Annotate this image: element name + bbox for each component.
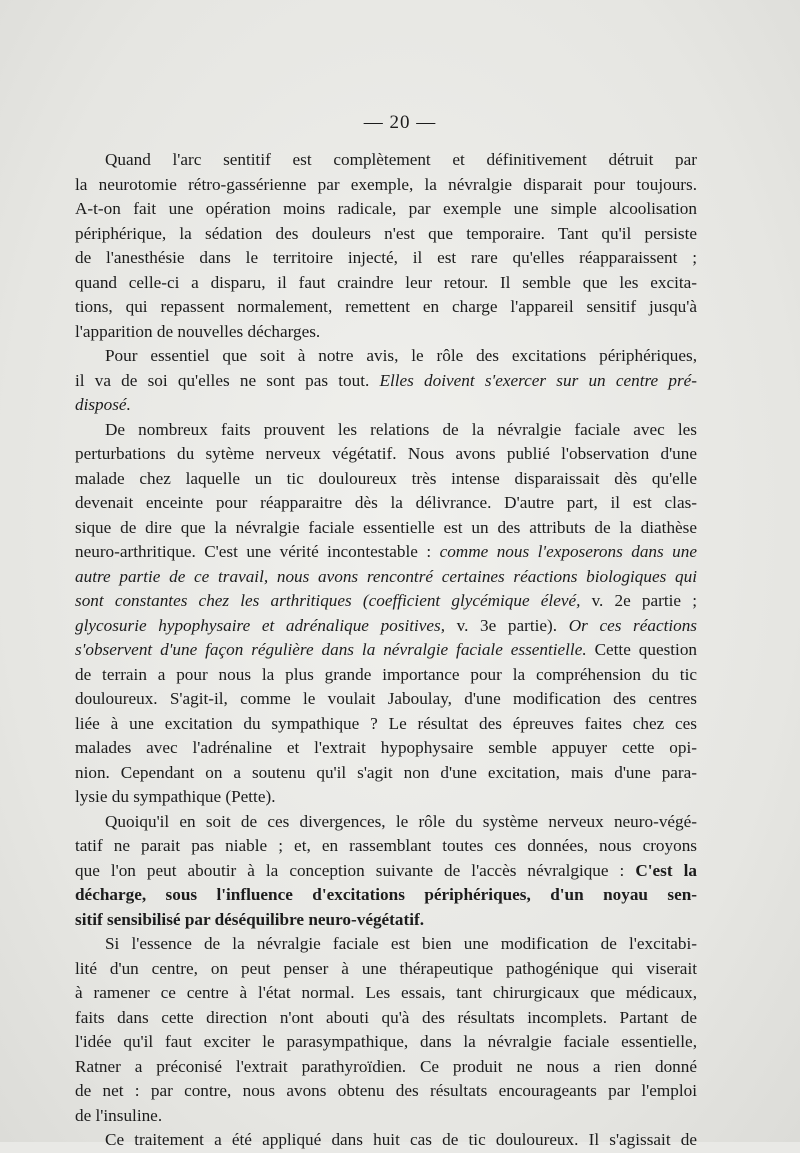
- text-line: [75, 810, 697, 835]
- text-segment: Ratner a préconisé l'extrait parathyroïdien. Ce produit ne nous a rien donné: [75, 1056, 697, 1076]
- text-segment: de net : par contre, nous avons obtenu des résultats encourageants par l'emploi: [75, 1081, 697, 1100]
- text-line: [75, 981, 697, 1006]
- text-segment: de l'insuline.: [75, 1105, 163, 1125]
- text-line: [75, 1079, 697, 1104]
- text-segment: perturbations du sytème nerveux végétatif. Nous avons publié l'observation d'une: [75, 444, 697, 463]
- text-line: [75, 712, 697, 737]
- text-segment: sitif sensibilisé par déséquilibre neuro-végétatif.: [75, 909, 425, 929]
- text-segment: tions, qui repassent normalement, remettent en charge l'appareil sensitif jusqu'à: [75, 297, 697, 316]
- text-line: [75, 736, 697, 761]
- text-line: [75, 393, 697, 418]
- text-line: [75, 344, 697, 369]
- text-segment: Quand l'arc sentitif est complètement et définitivement détruit par: [105, 150, 697, 169]
- text-line: [75, 908, 697, 933]
- text-line: [75, 589, 697, 614]
- text-segment: sique de dire que la névralgie faciale essentielle est un des attributs de la diathèse: [75, 517, 697, 537]
- text-segment: malade chez laquelle un tic douloureux très intense disparaissait dès qu'elle: [75, 468, 697, 488]
- text-segment: la neurotomie rétro-gassérienne par exemple, la névralgie disparait pour toujours.: [75, 174, 697, 194]
- text-segment: Si l'essence de la névralgie faciale est bien une modification de l'excitabi-: [105, 934, 697, 953]
- text-line: [75, 369, 697, 394]
- text-segment: Quoiqu'il en soit de ces divergences, le rôle du système nerveux neuro-végé-: [105, 811, 697, 831]
- text-line: [75, 320, 697, 345]
- text-segment: Elles doivent s'exercer sur un centre pré-: [369, 370, 697, 390]
- text-line: [75, 834, 697, 859]
- text-line: [75, 883, 697, 908]
- text-segment: périphérique, la sédation des douleurs n'est que temporaire. Tant qu'il persiste: [75, 223, 697, 243]
- text-line: [75, 442, 697, 467]
- text-segment: douloureux. S'agit-il, comme le voulait Jaboulay, d'une modification des centres: [75, 689, 697, 708]
- text-segment: il va de soi qu'elles ne sont pas tout.: [75, 370, 370, 390]
- text-segment: de l'anesthésie dans le territoire injecté, il est rare qu'elles réapparaissent ;: [75, 248, 697, 267]
- text-segment: C'est la: [624, 860, 697, 880]
- text-line: [75, 516, 697, 541]
- text-line: [75, 932, 697, 957]
- text-segment: que l'on peut aboutir à la conception suivante de l'accès névralgique :: [75, 860, 625, 880]
- text-segment: sont constantes chez les arthritiques (coefficient glycémique élevé,: [75, 591, 581, 610]
- text-segment: A-t-on fait une opération moins radicale, par exemple une simple alcoolisation: [75, 199, 697, 218]
- text-line: [75, 418, 697, 443]
- text-segment: autre partie de ce travail, nous avons rencontré certaines réactions biologiques qui: [75, 566, 697, 586]
- text-line: [75, 1030, 697, 1055]
- text-line: [75, 1128, 697, 1153]
- text-line: [75, 1006, 697, 1031]
- text-line: [75, 1104, 697, 1129]
- text-segment: lysie du sympathique (Pette).: [75, 787, 276, 806]
- text-line: [75, 173, 697, 198]
- text-segment: l'idée qu'il faut exciter le parasympathique, dans la névralgie faciale essentielle,: [75, 1032, 697, 1051]
- text-segment: v. 3e partie).: [445, 615, 558, 635]
- text-segment: lité d'un centre, on peut penser à une thérapeutique pathogénique qui viserait: [75, 958, 697, 978]
- text-segment: comme nous l'exposerons dans une: [431, 542, 697, 561]
- text-line: [75, 271, 697, 296]
- body-text: [75, 148, 697, 1153]
- text-segment: nion. Cependant on a soutenu qu'il s'agit non d'une excitation, mais d'une para-: [75, 762, 697, 782]
- text-line: [75, 467, 697, 492]
- text-segment: De nombreux faits prouvent les relations de la névralgie faciale avec les: [105, 419, 697, 439]
- text-line: [75, 859, 697, 884]
- text-segment: glycosurie hypophysaire et adrénalique positives,: [75, 615, 446, 635]
- text-segment: tatif ne parait pas niable ; et, en rassemblant toutes ces données, nous croyons: [75, 836, 697, 855]
- text-line: [75, 222, 697, 247]
- page-number: — 20 —: [363, 112, 437, 133]
- text-line: [75, 148, 697, 173]
- text-segment: disposé.: [75, 395, 131, 414]
- text-line: [75, 761, 697, 786]
- text-line: [75, 565, 697, 590]
- text-segment: malades avec l'adrénaline et l'extrait hypophysaire semble appuyer cette opi-: [75, 738, 697, 757]
- text-segment: Cette question: [586, 640, 697, 659]
- text-line: [75, 614, 697, 639]
- text-segment: l'apparition de nouvelles décharges.: [75, 321, 321, 341]
- text-segment: faits dans cette direction n'ont abouti qu'à des résultats incomplets. Partant de: [75, 1007, 697, 1027]
- text-segment: à ramener ce centre à l'état normal. Les essais, tant chirurgicaux que médicaux,: [75, 983, 697, 1002]
- text-segment: décharge, sous l'influence d'excitations périphériques, d'un noyau sen-: [75, 885, 697, 904]
- text-line: [75, 246, 697, 271]
- text-segment: quand celle-ci a disparu, il faut craindre leur retour. Il semble que les excita-: [75, 272, 697, 292]
- text-segment: de terrain a pour nous la plus grande importance pour la compréhension du tic: [75, 664, 697, 684]
- text-line: [75, 295, 697, 320]
- text-segment: Pour essentiel que soit à notre avis, le rôle des excitations périphériques,: [105, 346, 697, 365]
- text-segment: Ce traitement a été appliqué dans huit cas de tic douloureux. Il s'agissait de: [105, 1130, 697, 1149]
- text-segment: v. 2e partie ;: [580, 591, 697, 610]
- text-segment: liée à une excitation du sympathique ? Le résultat des épreuves faites chez ces: [75, 713, 697, 733]
- text-line: [75, 1055, 697, 1080]
- text-line: [75, 491, 697, 516]
- text-segment: neuro-arthritique. C'est une vérité incontestable :: [75, 542, 432, 561]
- text-segment: devenait enceinte pour réapparaitre dès la délivrance. D'autre part, il est clas-: [75, 493, 697, 512]
- text-segment: Or ces réactions: [557, 615, 697, 635]
- text-line: [75, 638, 697, 663]
- text-line: [75, 540, 697, 565]
- text-segment: s'observent d'une façon régulière dans la névralgie faciale essentielle.: [75, 640, 587, 659]
- text-line: [75, 785, 697, 810]
- text-line: [75, 957, 697, 982]
- text-line: [75, 687, 697, 712]
- text-line: [75, 663, 697, 688]
- text-line: [75, 197, 697, 222]
